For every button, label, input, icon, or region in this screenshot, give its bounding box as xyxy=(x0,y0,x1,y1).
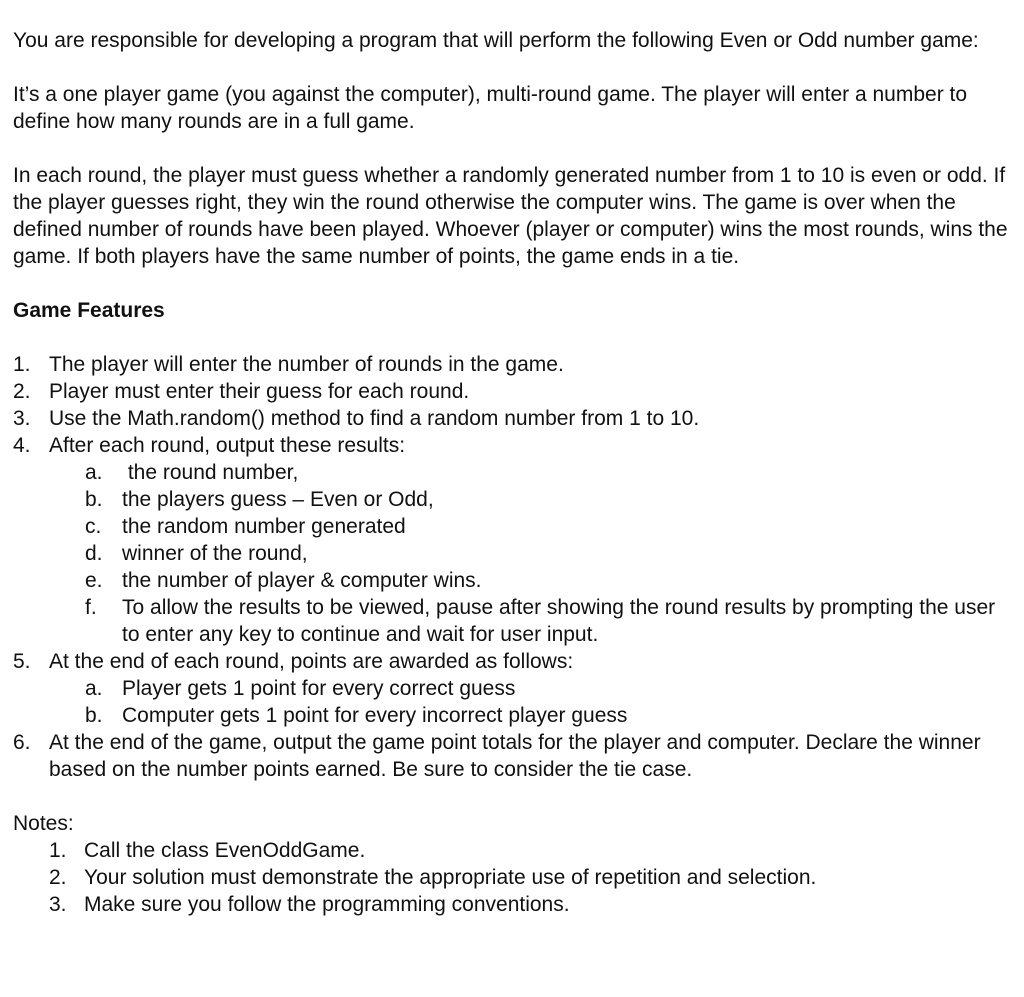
notes-list xyxy=(13,837,1013,918)
document xyxy=(13,27,1013,918)
points-text: Player gets 1 point for every correct guess xyxy=(122,677,516,700)
list-letter: d. xyxy=(85,542,103,565)
list-letter: c. xyxy=(85,515,102,538)
list-number: 3. xyxy=(49,893,67,916)
feature-text: Player must enter their guess for each round. xyxy=(49,380,470,403)
feature-item xyxy=(13,432,1013,459)
round-result-text: the number of player & computer wins. xyxy=(122,569,482,592)
list-number: 3. xyxy=(13,407,31,430)
round-result-item xyxy=(83,486,1013,513)
list-number: 2. xyxy=(13,380,31,403)
round-result-item xyxy=(83,540,1013,567)
round-result-item xyxy=(83,513,1013,540)
note-item xyxy=(49,864,1013,891)
note-item xyxy=(49,891,1013,918)
list-number: 2. xyxy=(49,866,67,889)
note-item xyxy=(49,837,1013,864)
list-letter: a. xyxy=(85,461,103,484)
features-list xyxy=(13,351,1013,459)
feature-item xyxy=(13,648,1013,675)
list-number: 5. xyxy=(13,650,31,673)
note-text: Call the class EvenOddGame. xyxy=(84,839,366,862)
round-result-text: the round number, xyxy=(122,461,299,484)
features-list-continued xyxy=(13,648,1013,675)
list-letter: a. xyxy=(85,677,103,700)
notes-heading: Notes: xyxy=(13,812,74,835)
feature-text: At the end of the game, output the game point totals for the player and computer. Declare the winner based on the number points earned. Be sure to consider the tie case. xyxy=(49,731,981,781)
list-letter: f. xyxy=(85,596,97,619)
intro-paragraph: You are responsible for developing a program that will perform the following Even or Odd number game: xyxy=(13,29,979,52)
feature-item xyxy=(13,351,1013,378)
round-result-text: winner of the round, xyxy=(122,542,308,565)
points-text: Computer gets 1 point for every incorrect player guess xyxy=(122,704,628,727)
list-number: 6. xyxy=(13,731,31,754)
features-heading: Game Features xyxy=(13,299,165,322)
list-letter: b. xyxy=(85,488,103,511)
list-letter: e. xyxy=(85,569,103,592)
round-result-item xyxy=(83,567,1013,594)
feature-text: After each round, output these results: xyxy=(49,434,406,457)
feature-item xyxy=(13,729,1013,783)
game-description-paragraph: It’s a one player game (you against the computer), multi-round game. The player will enter a number to define how many rounds are in a full game. xyxy=(13,83,968,133)
note-text: Your solution must demonstrate the appropriate use of repetition and selection. xyxy=(84,866,817,889)
points-item xyxy=(83,702,1013,729)
round-rules-paragraph: In each round, the player must guess whether a randomly generated number from 1 to 10 is even or odd. If the player guesses right, they win the round otherwise the computer wins. The game is over when the defined number of rounds have been played. Whoever (player or computer) wins the most rounds, wins the game. If both players have the same number of points, the game ends in a tie. xyxy=(13,164,1008,268)
round-result-item xyxy=(83,594,1013,648)
feature-item xyxy=(13,378,1013,405)
round-result-text: the random number generated xyxy=(122,515,406,538)
round-result-text: To allow the results to be viewed, pause after showing the round results by prompting the user to enter any key to continue and wait for user input. xyxy=(122,596,996,646)
feature-text: At the end of each round, points are awarded as follows: xyxy=(49,650,574,673)
points-list xyxy=(13,675,1013,729)
features-list-final xyxy=(13,729,1013,783)
list-number: 4. xyxy=(13,434,31,457)
round-results-list xyxy=(13,459,1013,648)
list-number: 1. xyxy=(49,839,67,862)
note-text: Make sure you follow the programming conventions. xyxy=(84,893,570,916)
list-number: 1. xyxy=(13,353,31,376)
list-letter: b. xyxy=(85,704,103,727)
feature-item xyxy=(13,405,1013,432)
feature-text: The player will enter the number of rounds in the game. xyxy=(49,353,564,376)
points-item xyxy=(83,675,1013,702)
round-result-item xyxy=(83,459,1013,486)
feature-text: Use the Math.random() method to find a random number from 1 to 10. xyxy=(49,407,700,430)
round-result-text: the players guess – Even or Odd, xyxy=(122,488,434,511)
